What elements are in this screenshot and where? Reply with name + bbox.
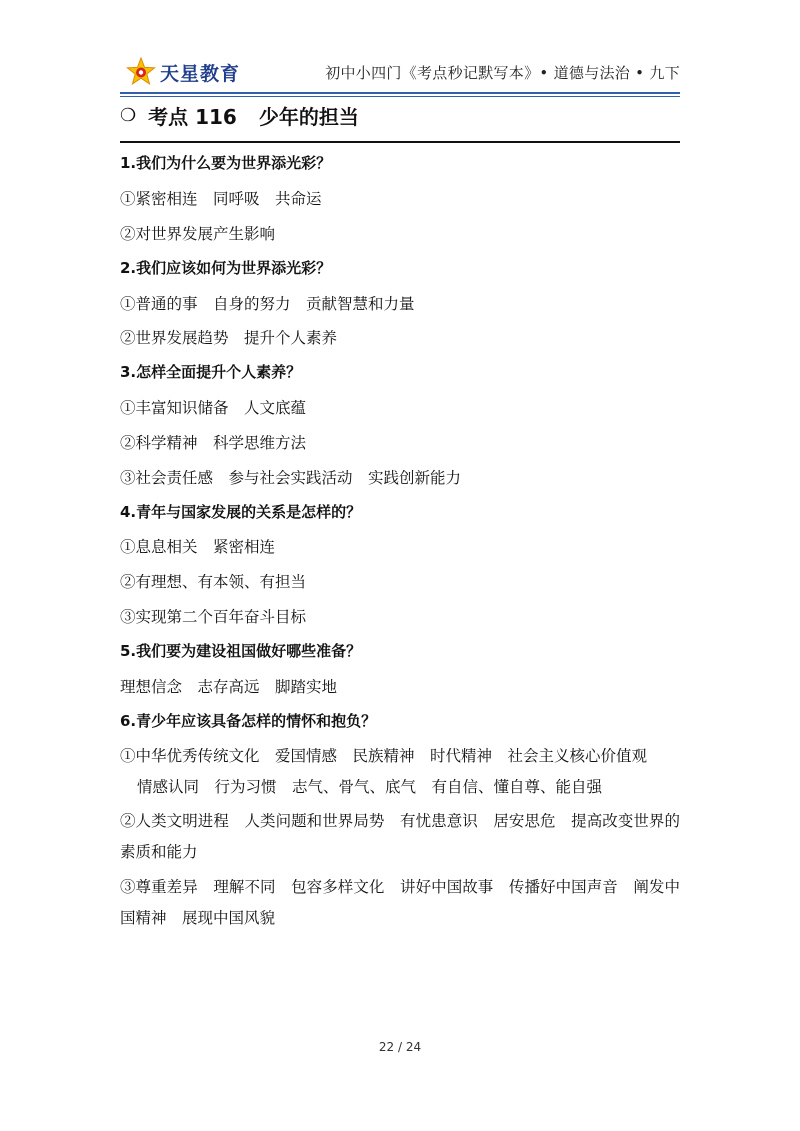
- page-number: 22 / 24: [378, 1040, 422, 1054]
- question-1: 1.我们为什么要为世界添光彩？: [120, 154, 332, 172]
- question-5: 5.我们要为建设祖国做好哪些准备？: [120, 642, 362, 660]
- section-label: 考点 116: [148, 104, 237, 129]
- answer-4-2: ②有理想、有本领、有担当: [120, 573, 307, 591]
- answer-3-1: ①丰富知识储备 人文底蕴: [120, 399, 307, 417]
- brand-name: 天星教育: [160, 62, 241, 85]
- star-logo-icon: [126, 57, 156, 87]
- question-3: 3.怎样全面提升个人素养？: [120, 363, 302, 381]
- answer-6-2: ②人类文明进程 人类问题和世界局势 有忧患意识 居安思危 提高改变世界的素质和能力: [120, 812, 680, 861]
- answer-2-2: ②世界发展趋势 提升个人素养: [120, 329, 338, 347]
- answer-4-1: ①息息相关 紧密相连: [120, 538, 276, 556]
- answer-5-1: 理想信念 志存高远 脚踏实地: [120, 678, 338, 696]
- answer-3-2: ②科学精神 科学思维方法: [120, 434, 307, 452]
- page-header: [120, 54, 680, 94]
- answer-1-2: ②对世界发展产生影响: [120, 225, 276, 243]
- title-divider: [120, 141, 680, 143]
- circle-bullet-icon: ❍: [120, 104, 137, 126]
- answer-1-1: ①紧密相连 同呼吸 共命运: [120, 190, 322, 208]
- question-6: 6.青少年应该具备怎样的情怀和抱负？: [120, 712, 377, 730]
- answer-6-1: ①中华优秀传统文化 爱国情感 民族精神 时代精神 社会主义核心价值观: [120, 747, 648, 765]
- answer-3-3: ③社会责任感 参与社会实践活动 实践创新能力: [120, 469, 462, 487]
- answer-4-3: ③实现第二个百年奋斗目标: [120, 608, 307, 626]
- answer-6-3: ③尊重差异 理解不同 包容多样文化 讲好中国故事 传播好中国声音 阐发中国精神 展现中国风貌: [120, 878, 680, 927]
- question-4: 4.青年与国家发展的关系是怎样的？: [120, 503, 362, 521]
- section-name: 少年的担当: [258, 104, 359, 129]
- answer-2-1: ①普通的事 自身的努力 贡献智慧和力量: [120, 295, 415, 313]
- header-divider-thin: [120, 96, 680, 97]
- section-heading: [120, 100, 359, 130]
- brand-logo: [126, 56, 240, 88]
- answer-6-1-cont: 情感认同 行为习惯 志气、骨气、底气 有自信、懂自尊、能自强: [137, 778, 603, 796]
- question-2: 2.我们应该如何为世界添光彩？: [120, 259, 332, 277]
- header-divider: [120, 92, 680, 94]
- header-title: 初中小四门《考点秒记默写本》• 道德与法治 • 九下: [325, 64, 680, 82]
